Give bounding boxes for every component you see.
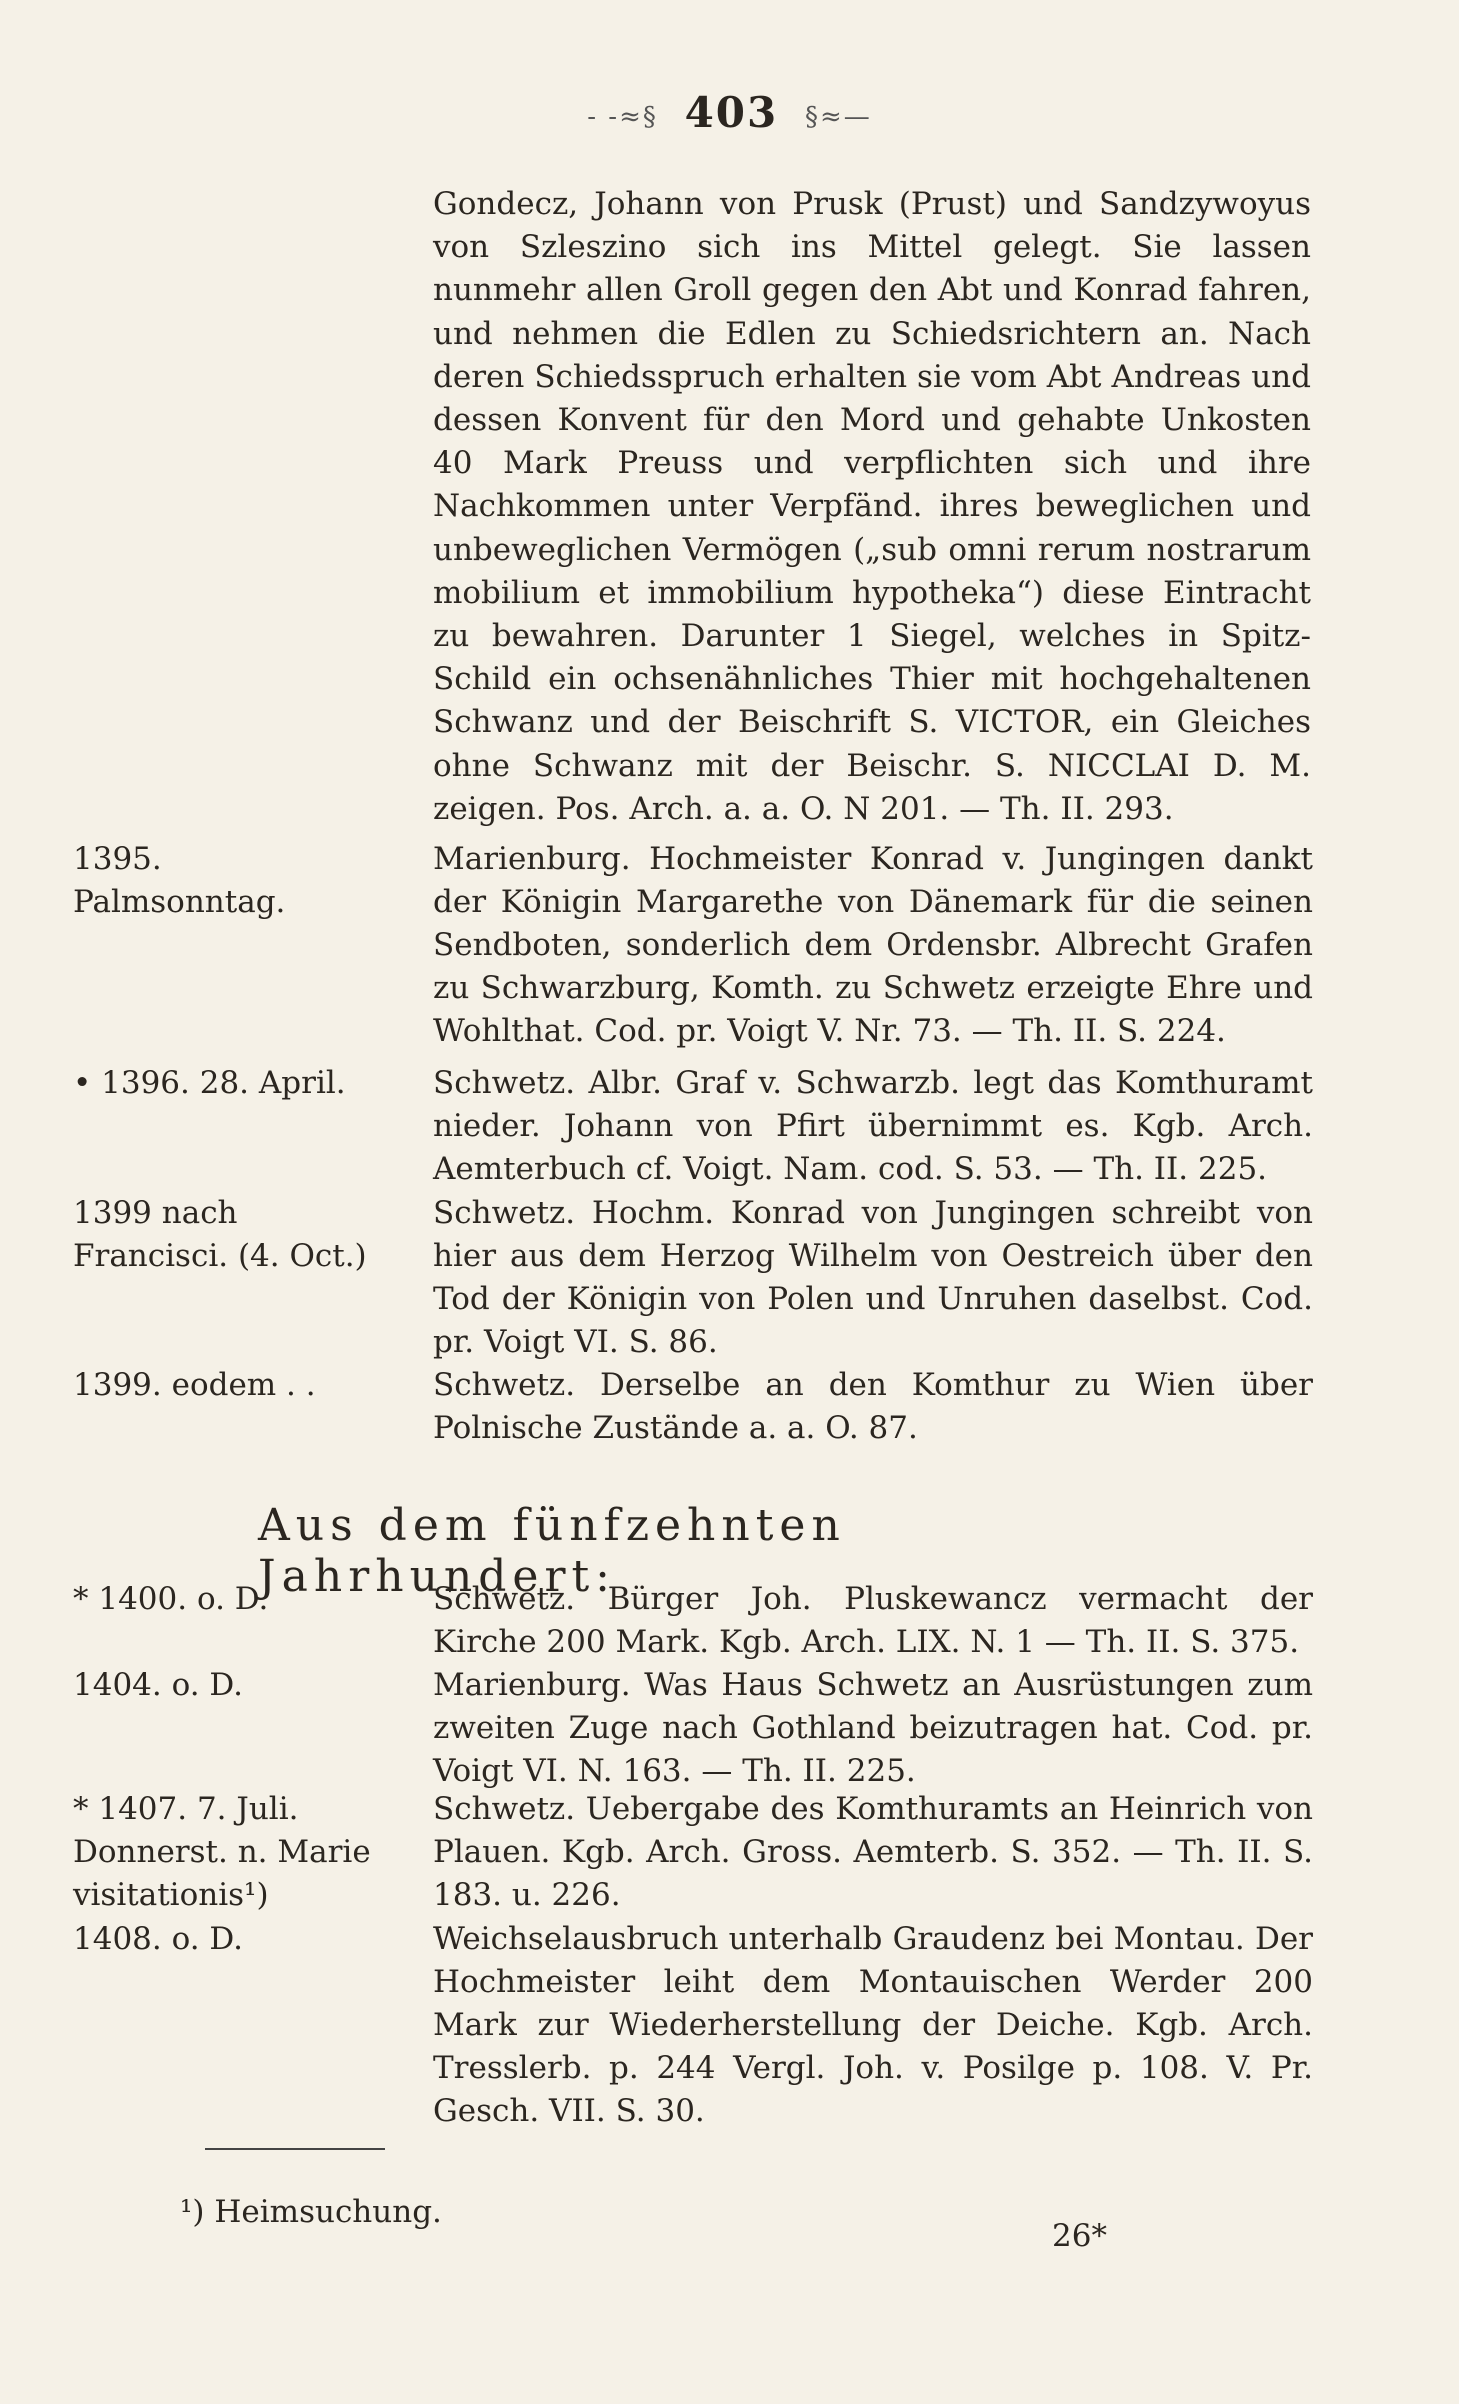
entry-1407 bbox=[73, 1788, 1313, 1917]
entry-date: * 1400. o. D. bbox=[73, 1581, 269, 1617]
entry-1400 bbox=[73, 1578, 1313, 1664]
entry-date: • 1396. 28. April. bbox=[73, 1065, 346, 1101]
entry-text: Marienburg. Hochmeister Konrad v. Jungingen dankt der Königin Margarethe von Dänemark für die seinen Sendboten, sonderlich dem Ordensbr. Albrecht Grafen zu Schwarzburg, Komth. zu Schwetz erzeigte Ehre und Wohlthat. Cod. pr. Voigt V. Nr. 73. — Th. II. S. 224. bbox=[433, 841, 1313, 1049]
entry-text: Schwetz. Derselbe an den Komthur zu Wien über Polnische Zustände a. a. O. 87. bbox=[433, 1367, 1313, 1446]
entry-date: 1399 nach Francisci. (4. Oct.) bbox=[73, 1195, 367, 1274]
entry-1396 bbox=[73, 1062, 1313, 1191]
continuation-paragraph: Gondecz, Johann von Prusk (Prust) und Sandzywoyus von Szleszino sich ins Mittel gelegt. Sie lassen nunmehr allen Groll gegen den Abt und Konrad fahren, und nehmen die Edlen zu Schiedsrichtern an. Nach deren Schiedsspruch erhalten sie vom Abt Andreas und dessen Konvent für den Mord und gehabte Unkosten 40 Mark Preuss und verpflichten sich und ihre Nachkommen unter Verpfänd. ihres beweglichen und unbeweglichen Vermögen („sub omni rerum nostrarum mobilium et immobilium hypotheka“) diese Eintracht zu bewahren. Darunter 1 Siegel, welches in Spitz-Schild ein ochsenähnliches Thier mit hochgehaltenen Schwanz und der Beischrift S. VICTOR, ein Gleiches ohne Schwanz mit der Beischr. S. NICCLAI D. M. zeigen. Pos. Arch. a. a. O. N 201. — Th. II. 293. bbox=[433, 186, 1311, 827]
entry-date: 1395. Palmsonntag. bbox=[73, 841, 286, 920]
ornament-left: - -≈§ bbox=[587, 102, 658, 132]
entry-1399-eodem bbox=[73, 1364, 1313, 1450]
entry-text: Schwetz. Hochm. Konrad von Jungingen schreibt von hier aus dem Herzog Wilhelm von Oestreich über den Tod der Königin von Polen und Unruhen daselbst. Cod. pr. Voigt VI. S. 86. bbox=[433, 1195, 1313, 1360]
entry-date: 1404. o. D. bbox=[73, 1667, 244, 1703]
entry-1395 bbox=[73, 838, 1313, 1053]
entry-1408 bbox=[73, 1918, 1313, 2133]
entry-date: 1408. o. D. bbox=[73, 1921, 244, 1957]
entry-text: Schwetz. Albr. Graf v. Schwarzb. legt das Komthuramt nieder. Johann von Pfirt übernimmt es. Kgb. Arch. Aemterbuch cf. Voigt. Nam. cod. S. 53. — Th. II. 225. bbox=[433, 1065, 1313, 1187]
footnote-rule bbox=[205, 2148, 385, 2150]
section-title: Aus dem fünfzehnten Jahrhundert: bbox=[258, 1500, 846, 1602]
footnote: ¹) Heimsuchung. bbox=[180, 2194, 442, 2230]
ornament-right: §≈— bbox=[804, 102, 872, 132]
page-header bbox=[0, 88, 1459, 137]
entry-text: Schwetz. Uebergabe des Komthuramts an Heinrich von Plauen. Kgb. Arch. Gross. Aemterb. S. 352. — Th. II. S. 183. u. 226. bbox=[433, 1791, 1313, 1913]
entry-1404 bbox=[73, 1664, 1313, 1793]
entry-text: Schwetz. Bürger Joh. Pluskewancz vermacht der Kirche 200 Mark. Kgb. Arch. LIX. N. 1 — Th. II. S. 375. bbox=[433, 1581, 1313, 1660]
entry-text: Weichselausbruch unterhalb Graudenz bei Montau. Der Hochmeister leiht dem Montauischen Werder 200 Mark zur Wiederherstellung der Deiche. Kgb. Arch. Tresslerb. p. 244 Vergl. Joh. v. Posilge p. 108. V. Pr. Gesch. VII. S. 30. bbox=[433, 1921, 1313, 2129]
entry-text: Marienburg. Was Haus Schwetz an Ausrüstungen zum zweiten Zuge nach Gothland beizutragen hat. Cod. pr. Voigt VI. N. 163. — Th. II. 225. bbox=[433, 1667, 1313, 1789]
entry-date: 1399. eodem . . bbox=[73, 1367, 316, 1403]
entry-1399-nach bbox=[73, 1192, 1313, 1364]
entry-date: * 1407. 7. Juli. Donnerst. n. Marie visitationis¹) bbox=[73, 1791, 371, 1913]
page-number: 403 bbox=[684, 88, 779, 137]
signature-mark: 26* bbox=[1052, 2218, 1107, 2254]
